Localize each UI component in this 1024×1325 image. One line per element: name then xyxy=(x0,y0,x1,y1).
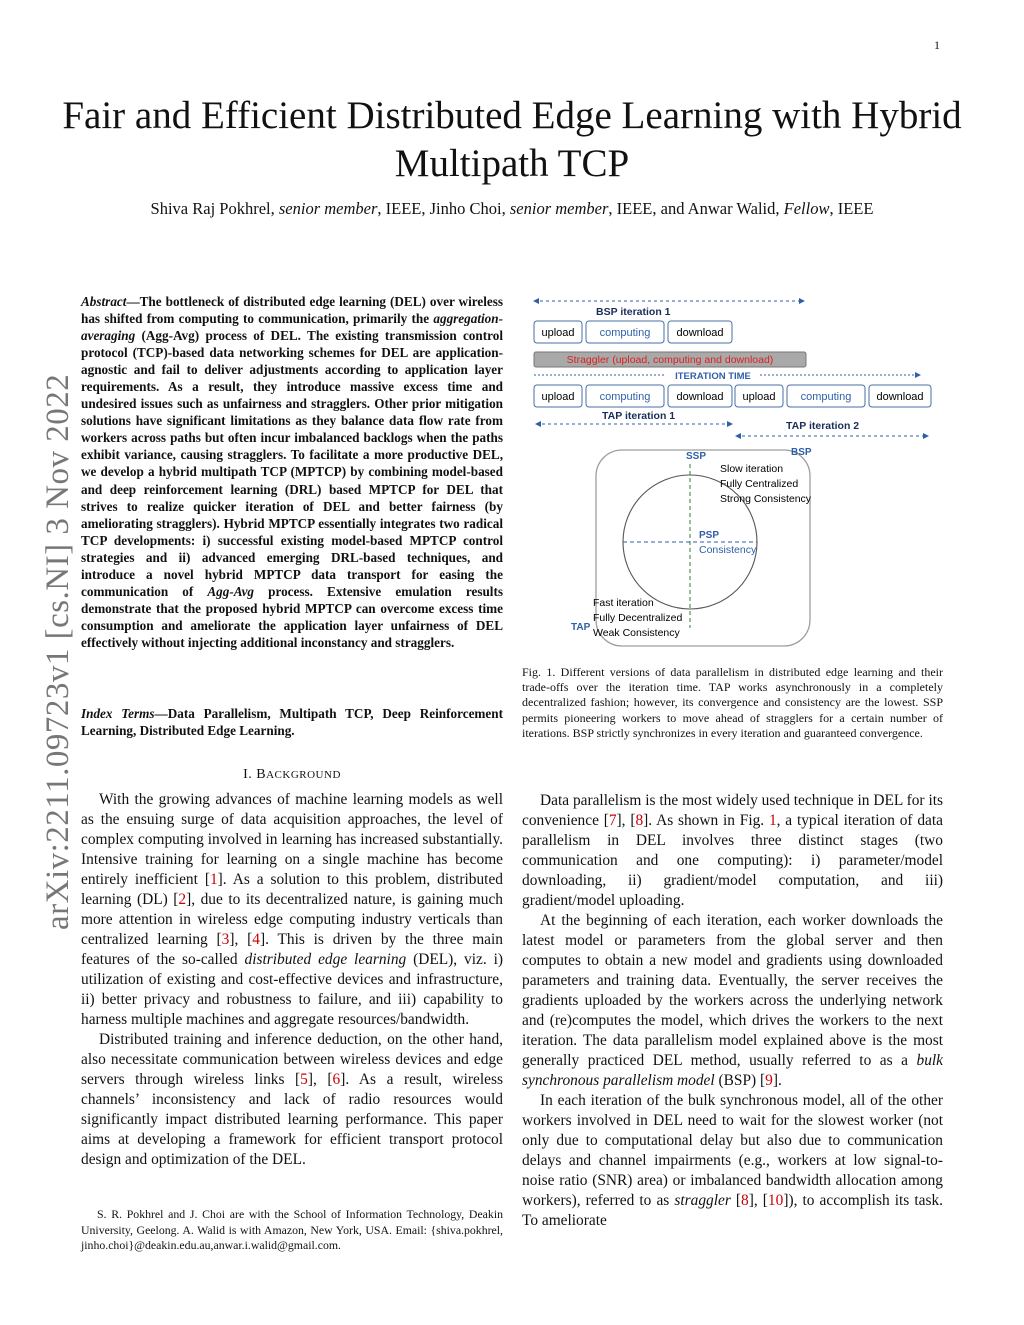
bsp-label: BSP xyxy=(791,447,812,458)
weak-consistency-label: Weak Consistency xyxy=(593,627,680,639)
iteration-time-label: ITERATION TIME xyxy=(675,371,751,382)
bsp-stage-row xyxy=(534,321,732,343)
citation-link[interactable]: 8 xyxy=(635,812,644,829)
caption-label: Fig. 1. xyxy=(522,665,556,679)
stage-label: download xyxy=(876,391,924,403)
citation-link[interactable]: 9 xyxy=(765,1072,773,1089)
index-terms-label: Index Terms xyxy=(81,706,155,721)
citation-link[interactable]: 6 xyxy=(332,1071,341,1088)
stage-label: upload xyxy=(541,391,575,403)
stage-label: download xyxy=(676,327,724,339)
paragraph: At the beginning of each iteration, each worker downloads the latest model or parameters from the global server and then computes to obtain a new model and gradients using downloaded parameters and training data. Eventually, the server receives the gradients uploaded by the workers across the underlying network and (re)computes the model, which drives the workers to the next iteration. The data parallelism model explained above is the most generally practiced DEL method, usually referred to as a bulk synchronous parallelism model (BSP) [9]. xyxy=(522,912,943,1089)
abstract-text: process. Extensive emulation results demonstrate that the proposed hybrid MPTCP can overcome excess time consumption and ameliorate the application layer unfairness of DEL effectively without injecting additional inconstancy and stragglers. xyxy=(81,583,503,650)
author-1: Shiva Raj Pokhrel, xyxy=(150,199,279,218)
fully-decentralized-label: Fully Decentralized xyxy=(593,612,683,624)
paragraph: With the growing advances of machine learning models as well as the ensuing surge of data acquisition approaches, the level of complex computing involved in learning has increased substantially. Intensive training for learning on a single machine has become entirely inefficient [1]. As a solution to this problem, distributed learning (DL) [2], due to its decentralized nature, is gaining much more attention in wireless edge computing industry verticals than centralized learning [3], [4]. This is driven by the three main features of the so-called distributed edge learning (DEL), viz. i) utilization of existing and cost-effective devices and infrastructure, ii) better privacy and robustness to failure, and iii) capability to harness multiple machines and aggregate resources/bandwidth. xyxy=(81,791,503,1028)
index-terms xyxy=(81,705,503,739)
bsp-iteration-label: BSP iteration 1 xyxy=(596,306,671,318)
abstract-label: Abstract xyxy=(81,294,127,309)
section-number: I. xyxy=(243,767,257,782)
citation-link[interactable]: 4 xyxy=(252,931,260,948)
figure-caption xyxy=(522,665,943,741)
tap-iteration-2-label: TAP iteration 2 xyxy=(786,420,860,432)
stage-label: computing xyxy=(599,391,651,403)
citation-link[interactable]: 8 xyxy=(741,1192,749,1209)
section-title-cap: B xyxy=(256,767,267,782)
straggler-label: Straggler (upload, computing and download) xyxy=(566,354,774,366)
psp-label: PSP xyxy=(699,530,720,541)
abstract-emph: Agg-Avg xyxy=(207,583,255,599)
left-column-body xyxy=(81,790,503,1170)
stage-label: download xyxy=(676,391,724,403)
affiliation-footnote xyxy=(81,1207,503,1254)
fully-centralized-label: Fully Centralized xyxy=(720,478,799,490)
figure-link[interactable]: 1 xyxy=(768,812,777,829)
author-line xyxy=(40,199,984,219)
author-2-role: senior member xyxy=(509,199,609,218)
author-3-org: , IEEE xyxy=(829,199,874,218)
arxiv-stamp: arXiv:2211.09723v1 [cs.NI] 3 Nov 2022 xyxy=(40,373,76,930)
author-1-role: senior member xyxy=(278,199,378,218)
stage-label: computing xyxy=(800,391,852,403)
index-terms-text: —Data Parallelism, Multipath TCP, Deep Reinforcement Learning, Distributed Edge Learning. xyxy=(81,706,503,738)
stage-label: computing xyxy=(599,327,651,339)
author-3-role: Fellow xyxy=(783,199,830,218)
author-3: , IEEE, and Anwar Walid, xyxy=(608,199,784,218)
tap-stage-row xyxy=(534,385,931,407)
right-column-body xyxy=(522,791,943,1231)
abstract-text: —The bottleneck of distributed edge learning (DEL) over wireless has shifted from computing to communication, primarily the xyxy=(81,294,503,327)
figure-1 xyxy=(528,292,948,654)
paragraph: Distributed training and inference deduction, on the other hand, also necessitate communication between wireless devices and edge servers through wireless links [5], [6]. As a result, wireless channels’ inconsistency and lack of radio resources would significantly impact distributed learning performance. This paper aims at developing a framework for efficient transport protocol design and optimization of the DEL. xyxy=(81,1031,503,1168)
ssp-label: SSP xyxy=(686,451,707,462)
paragraph: Data parallelism is the most widely used technique in DEL for its convenience [7], [8]. As shown in Fig. 1, a typical iteration of data parallelism in DEL involves three distinct stages (two communication and one computing): i) parameter/model downloading, ii) gradient/model computation, and iii) gradient/model uploading. xyxy=(522,792,943,909)
slow-iteration-label: Slow iteration xyxy=(720,463,784,475)
psp-consistency-label: Consistency xyxy=(699,544,757,556)
stage-label: upload xyxy=(541,327,575,339)
paragraph: In each iteration of the bulk synchronous model, all of the other workers involved in DEL need to wait for the slowest worker (not only due to computational delay but also due to communication delays and channel impairments (e.g., workers at low signal-to-noise ratio (SNR) area) or imbalanced bandwidth allocation among workers), referred to as straggler [8], [10]), to accomplish its task. To ameliorate xyxy=(522,1092,943,1229)
citation-link[interactable]: 7 xyxy=(608,812,617,829)
fast-iteration-label: Fast iteration xyxy=(593,597,654,609)
section-heading xyxy=(81,767,503,783)
citation-link[interactable]: 3 xyxy=(221,931,230,948)
footnote-text: S. R. Pokhrel and J. Choi are with the School of Information Technology, Deakin University, Geelong. A. Walid is with Amazon, New York, USA. Email: {shiva.pokhrel, jinho.choi}@deakin.edu.au,anwar.i.walid@gmail.com. xyxy=(81,1207,503,1252)
tap-iteration-1-label: TAP iteration 1 xyxy=(602,410,676,422)
citation-link[interactable]: 2 xyxy=(178,891,187,908)
tap-label: TAP xyxy=(571,622,591,633)
paper-title: Fair and Efficient Distributed Edge Learning with Hybrid Multipath TCP xyxy=(62,94,962,185)
abstract-text: (Agg-Avg) process of DEL. The existing transmission control protocol (TCP)-based data networking schemes for DEL are application-agnostic and fail to deliver adjustments according to application layer requirements. As a result, they introduce massive excess time and undesired issues such as unfairness and stragglers. Other prior mitigation solutions have significant limitations as they balance data flow rate from workers across paths but often incur imbalanced backlogs when the paths exhibit variance, causing stragglers. To facilitate a more productive DEL, we develop a hybrid multipath TCP (MPTCP) by combining model-based and deep reinforcement learning (DRL) based MPTCP for DEL that strives to realize quicker iteration of DEL and better fairness (by ameliorating stragglers). Hybrid MPTCP essentially integrates two radical TCP developments: i) successful existing model-based MPTCP control strategies and ii) advanced emerging DRL-based techniques, and introduce a novel hybrid MPTCP data transport for easing the communication of xyxy=(81,328,503,599)
citation-link[interactable]: 5 xyxy=(300,1071,308,1088)
author-2: , IEEE, Jinho Choi, xyxy=(377,199,510,218)
caption-text: Different versions of data parallelism in distributed edge learning and their trade-offs over the iteration time. TAP works asynchronously in a completely decentralized fashion; however, its convergence and consistency are the lowest. SSP permits pioneering workers to move ahead of stragglers for a certain number of iterations. BSP strictly synchronizes in every iteration and guaranteed convergence. xyxy=(522,665,943,740)
abstract-emph: aggregation-averaging xyxy=(81,311,503,344)
strong-consistency-label: Strong Consistency xyxy=(720,493,812,505)
section-title-rest: ACKGROUND xyxy=(266,769,341,781)
page-number: 1 xyxy=(934,38,940,52)
citation-link[interactable]: 1 xyxy=(209,871,218,888)
abstract xyxy=(81,293,503,651)
stage-label: upload xyxy=(742,391,776,403)
citation-link[interactable]: 10 xyxy=(767,1192,784,1209)
